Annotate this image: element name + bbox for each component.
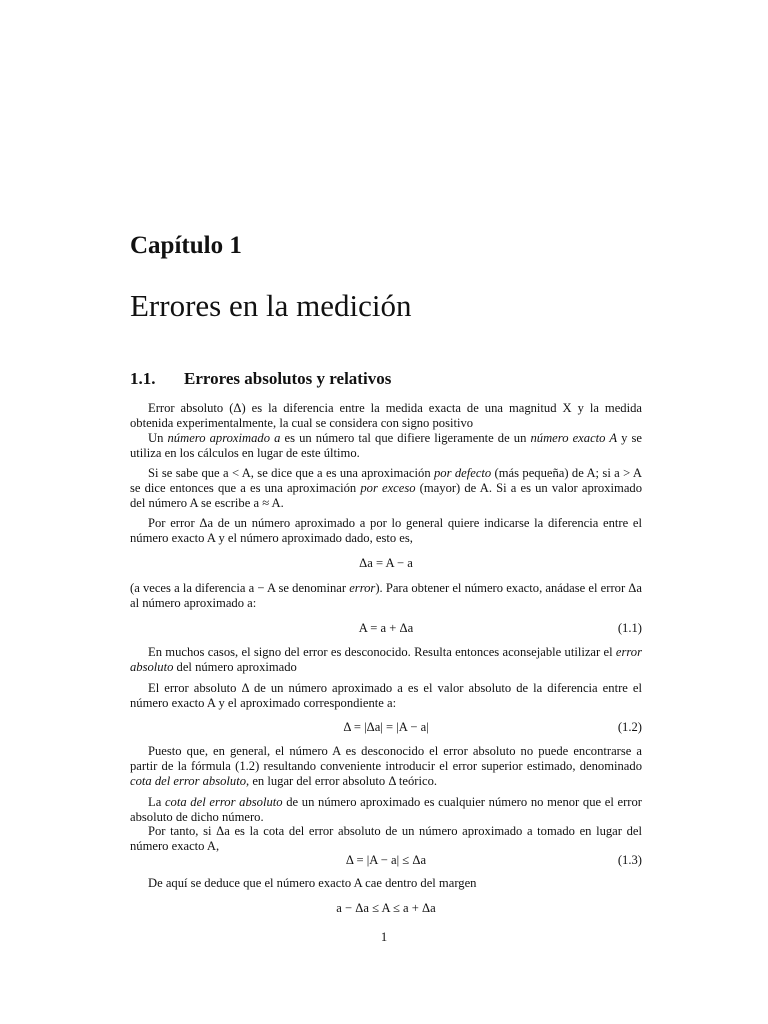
paragraph-por-tanto: Por tanto, si Δa es la cota del error absoluto de un número aproximado a tomado en lugar del número exacto A,	[130, 824, 642, 853]
text-run: es un número tal que difiere ligeramente de un	[280, 431, 531, 445]
paragraph-cota-definicion	[130, 795, 642, 825]
paragraph-defecto-exceso	[130, 466, 642, 511]
emphasis: error	[349, 581, 376, 595]
paragraph-signo-desconocido	[130, 645, 642, 675]
emphasis: número exacto A	[530, 431, 618, 445]
equation-number: (1.3)	[617, 853, 642, 867]
text-run: Un	[148, 431, 168, 445]
chapter-label: Capítulo 1	[130, 232, 242, 259]
equation-number: (1.1)	[617, 621, 642, 635]
text-run: del número aproximado	[173, 660, 297, 674]
paragraph-valor-absoluto: El error absoluto Δ de un número aproximado a es el valor absoluto de la diferencia entre el número exacto A y el aproximado correspondiente a:	[130, 681, 642, 710]
text-run: Puesto que, en general, el número A es desconocido el error absoluto no puede encontrarse a partir de la fórmula (1.2) resultando conveniente introducir el error superior estimado, denominado	[130, 744, 642, 773]
emphasis: cota del error absoluto	[130, 774, 247, 788]
equation-expression: Δ = |Δa| = |A − a|	[343, 720, 429, 734]
text-run: En muchos casos, el signo del error es desconocido. Resulta entonces aconsejable utilizar el	[148, 645, 616, 659]
text-run: , en lugar del error absoluto Δ teórico.	[246, 774, 438, 788]
text-run: (a veces a la diferencia a − A se denominar	[130, 581, 350, 595]
emphasis: por exceso	[360, 481, 416, 495]
section-title: Errores absolutos y relativos	[184, 369, 392, 388]
text-run: (mayor) de A. Si a es un valor aproximado del número A se escribe a ≈ A.	[130, 481, 643, 510]
text-run: ). Para obtener el número exacto, anádase el error Δa al número aproximado a:	[130, 581, 642, 610]
equation-number: (1.2)	[617, 720, 642, 734]
text-run: La	[148, 795, 165, 809]
equation-expression: A = a + Δa	[358, 621, 414, 635]
emphasis: cota del error absoluto	[164, 795, 283, 809]
section-heading	[130, 369, 391, 389]
text-run: y se utiliza en los cálculos en lugar de este último.	[130, 431, 642, 460]
emphasis: error absoluto	[130, 645, 642, 674]
equation-expression: Δa = A − a	[359, 556, 413, 570]
chapter-title: Errores en la medición	[130, 288, 412, 323]
equation-expression: a − Δa ≤ A ≤ a + Δa	[336, 901, 436, 915]
paragraph-de-aqui: De aquí se deduce que el número exacto A cae dentro del margen	[148, 876, 477, 890]
paragraph-error-delta: Por error Δa de un número aproximado a por lo general quiere indicarse la diferencia entre el número exacto A y el número aproximado dado, esto es,	[130, 516, 642, 545]
page-number: 1	[380, 930, 388, 944]
emphasis: número aproximado a	[167, 431, 281, 445]
text-run: de un número aproximado es cualquier número no menor que el error absoluto de dicho número.	[130, 795, 642, 824]
section-number: 1.1.	[130, 369, 156, 388]
paragraph-a-veces	[130, 581, 642, 611]
paragraph-puesto-que	[130, 744, 642, 789]
paragraph-error-absoluto: Error absoluto (Δ) es la diferencia entre la medida exacta de una magnitud X y la medida obtenida experimentalmente, la cual se considera con signo positivo	[130, 401, 642, 430]
paragraph-numero-aproximado	[130, 431, 642, 461]
text-run: (más pequeña) de A; si a > A se dice entonces que a es una aproximación	[130, 466, 642, 495]
text-run: Si se sabe que a < A, se dice que a es una aproximación	[148, 466, 434, 480]
emphasis: por defecto	[433, 466, 492, 480]
equation-expression: Δ = |A − a| ≤ Δa	[345, 853, 427, 867]
